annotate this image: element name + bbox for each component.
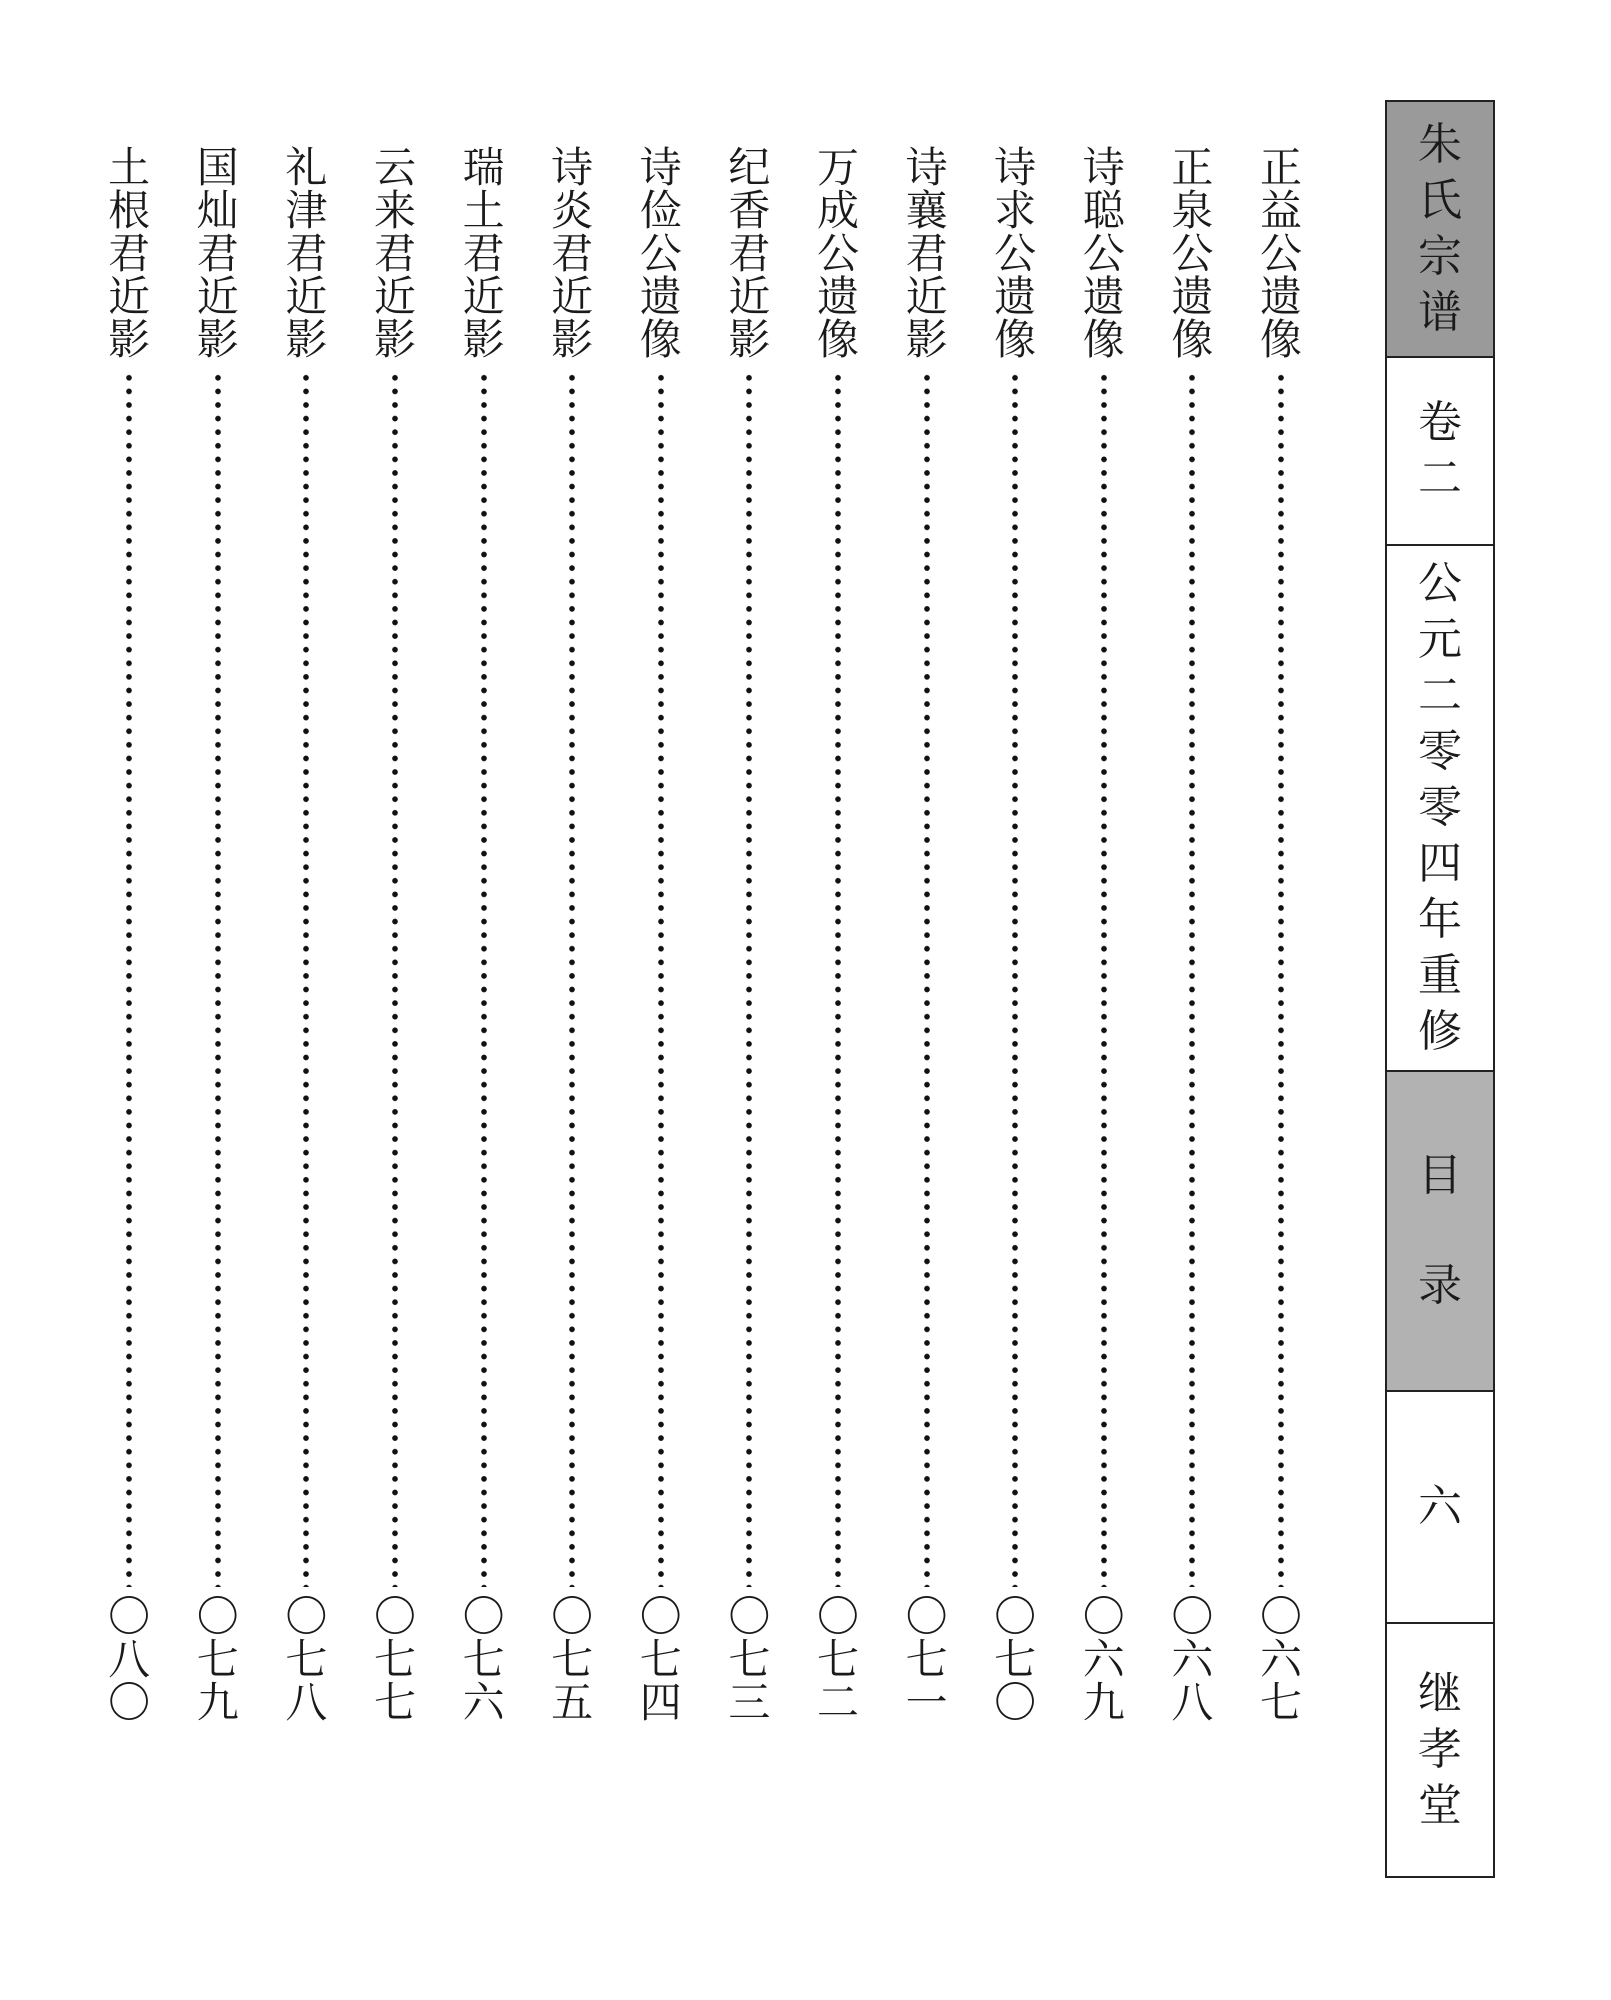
toc-entry-title: 诗 求 公 遗 像 bbox=[994, 143, 1037, 364]
dotted-leader bbox=[303, 371, 309, 1587]
toc-entry-page-number: 〇 七 八 bbox=[285, 1592, 328, 1727]
toc-entry bbox=[634, 143, 688, 1731]
volume-cell bbox=[1387, 358, 1493, 546]
toc-entry-title: 诗 炎 君 近 影 bbox=[551, 143, 594, 364]
toc-entry bbox=[900, 143, 954, 1731]
dotted-leader bbox=[835, 371, 841, 1587]
section-label-char-1: 目 bbox=[1418, 1150, 1462, 1201]
toc-entry bbox=[811, 143, 865, 1731]
dotted-leader bbox=[1189, 371, 1195, 1587]
toc-entry bbox=[988, 143, 1042, 1731]
toc-entry-page-number: 〇 八 〇 bbox=[108, 1592, 151, 1727]
toc-entry-page-number: 〇 七 一 bbox=[905, 1592, 948, 1727]
hall-name-cell bbox=[1387, 1624, 1493, 1876]
toc-entry-page-number: 〇 六 七 bbox=[1259, 1592, 1302, 1727]
dotted-leader bbox=[658, 371, 664, 1587]
dotted-leader bbox=[392, 371, 398, 1587]
toc-entry bbox=[1254, 143, 1308, 1731]
toc-entry-title: 万 成 公 遗 像 bbox=[816, 143, 859, 364]
toc-entry bbox=[368, 143, 422, 1731]
toc-entry-page-number: 〇 七 六 bbox=[462, 1592, 505, 1727]
dotted-leader bbox=[1012, 371, 1018, 1587]
toc-entry-title: 诗 聪 公 遗 像 bbox=[1082, 143, 1125, 364]
toc-entry-title: 正 益 公 遗 像 bbox=[1259, 143, 1302, 364]
hall-name: 继 孝 堂 bbox=[1418, 1668, 1462, 1831]
toc-entry bbox=[722, 143, 776, 1731]
page-number: 六 bbox=[1418, 1481, 1462, 1532]
dotted-leader bbox=[924, 371, 930, 1587]
toc-entry bbox=[1165, 143, 1219, 1731]
toc-entry-page-number: 〇 七 〇 bbox=[994, 1592, 1037, 1727]
toc-entry bbox=[1077, 143, 1131, 1731]
revision-date-cell bbox=[1387, 546, 1493, 1072]
toc-entry-page-number: 〇 七 九 bbox=[196, 1592, 239, 1727]
toc-entry-title: 云 来 君 近 影 bbox=[373, 143, 416, 364]
toc-entry-page-number: 〇 六 九 bbox=[1082, 1592, 1125, 1727]
toc-entry-page-number: 〇 七 七 bbox=[373, 1592, 416, 1727]
toc-entry-title: 正 泉 公 遗 像 bbox=[1171, 143, 1214, 364]
toc-entry-title: 瑞 土 君 近 影 bbox=[462, 143, 505, 364]
volume-label: 卷 二 bbox=[1418, 397, 1462, 504]
toc-entry-title: 诗 俭 公 遗 像 bbox=[639, 143, 682, 364]
toc-entry-title: 纪 香 君 近 影 bbox=[728, 143, 771, 364]
dotted-leader bbox=[746, 371, 752, 1587]
toc-entry bbox=[191, 143, 245, 1731]
toc-entry-page-number: 〇 七 四 bbox=[639, 1592, 682, 1727]
toc-entry bbox=[279, 143, 333, 1731]
section-cell bbox=[1387, 1072, 1493, 1392]
page-number-cell bbox=[1387, 1392, 1493, 1624]
toc-entry-page-number: 〇 七 二 bbox=[816, 1592, 859, 1727]
dotted-leader bbox=[1278, 371, 1284, 1587]
toc-entry bbox=[545, 143, 599, 1731]
dotted-leader bbox=[215, 371, 221, 1587]
dotted-leader bbox=[569, 371, 575, 1587]
revision-date: 公 元 二 零 零 四 年 重 修 bbox=[1418, 558, 1462, 1057]
toc-entry-page-number: 〇 七 五 bbox=[551, 1592, 594, 1727]
toc-entry bbox=[457, 143, 511, 1731]
toc-entry-title: 土 根 君 近 影 bbox=[108, 143, 151, 364]
genealogy-title-cell bbox=[1387, 102, 1493, 358]
toc-entry bbox=[102, 143, 156, 1731]
toc-entry-title: 诗 襄 君 近 影 bbox=[905, 143, 948, 364]
dotted-leader bbox=[1101, 371, 1107, 1587]
side-banner bbox=[1385, 100, 1495, 1878]
genealogy-title: 朱 氏 宗 谱 bbox=[1418, 119, 1462, 338]
toc-entry-title: 国 灿 君 近 影 bbox=[196, 143, 239, 364]
toc-entry-title: 礼 津 君 近 影 bbox=[285, 143, 328, 364]
dotted-leader bbox=[481, 371, 487, 1587]
toc-entry-page-number: 〇 七 三 bbox=[728, 1592, 771, 1727]
section-label-char-2: 录 bbox=[1418, 1260, 1462, 1311]
toc-entry-page-number: 〇 六 八 bbox=[1171, 1592, 1214, 1727]
dotted-leader bbox=[126, 371, 132, 1587]
